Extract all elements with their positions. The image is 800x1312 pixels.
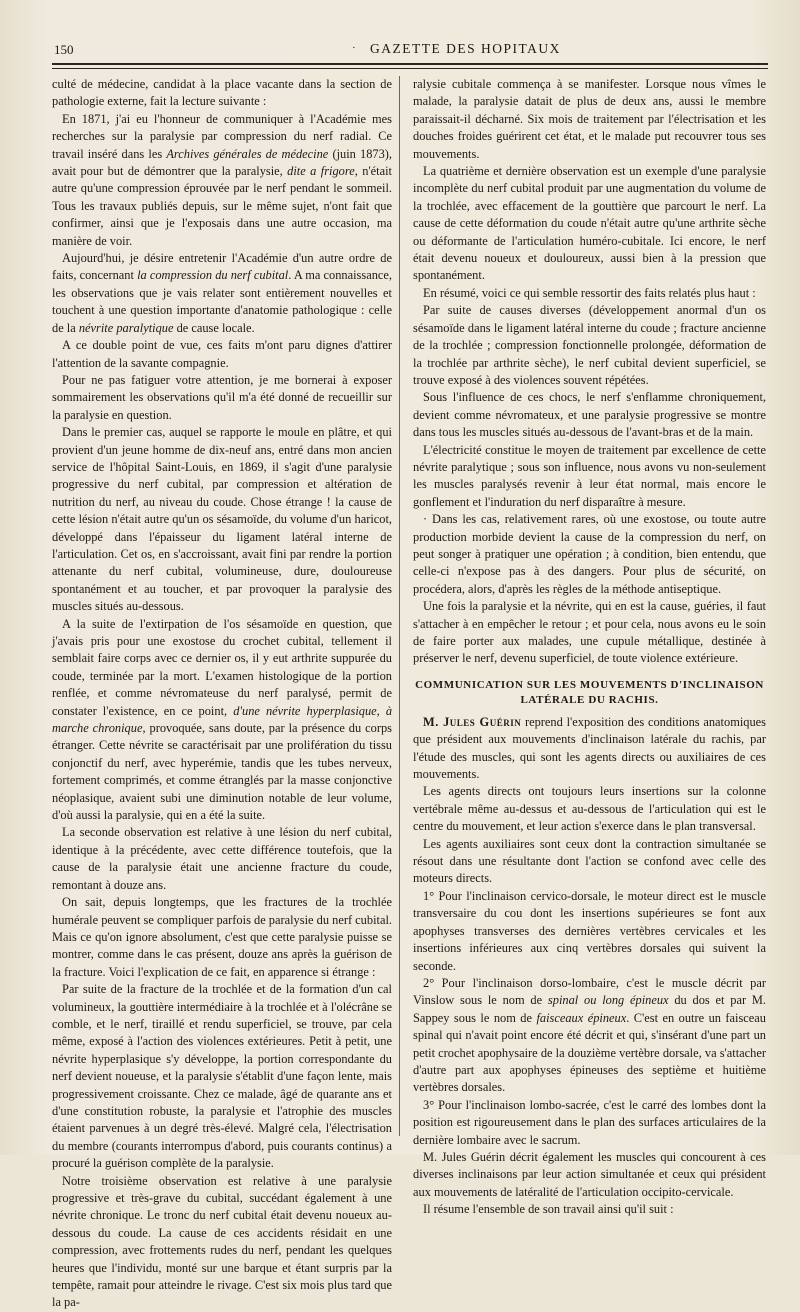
- header-separator: ·: [352, 42, 356, 54]
- paragraph: Les agents auxiliaires sont ceux dont la contraction simultanée se résout dans une résultante dont l'action se confond avec celle des moteurs directs.: [413, 836, 766, 886]
- paragraph: Une fois la paralysie et la névrite, qui en est la cause, guéries, il faut s'attacher à en empêcher le retour ; et pour cela, nous avons eu le soin de faire porter aux malades, une cupule métallique, destinée à préserver le nerf, devenu superficiel, de toute violence extérieure.: [413, 599, 766, 666]
- paragraph: Dans le premier cas, auquel se rapporte le moule en plâtre, et qui provient d'un jeune homme de dix-neuf ans, entré dans mon ancien service de l'hôpital Saint-Louis, en 1869, il s'agit d'une paralysie progressive du nerf cubital, par compression et altération de nutrition du nerf, au niveau du coude. Chose étrange ! la cause de cette lésion n'était autre qu'un os sésamoïde, du volume d'un haricot, développé dans l'épaisseur du ligament latéral interne de l'articulation. Cet os, en s'accroissant, avait fini par rendre la portion attenante du nerf cubital, volumineuse, dure, douloureuse spontanément et au toucher, et par provoquer la paralysie des muscles situés au-dessous.: [52, 425, 392, 614]
- paragraph: Pour ne pas fatiguer votre attention, je me bornerai à exposer sommairement les observations qu'il m'a été donné de recueillir sur la paralysie en question.: [52, 372, 392, 422]
- paragraph: On sait, depuis longtemps, que les fractures de la trochlée humérale peuvent se compliquer parfois de paralysie du nerf cubital. Mais ce qu'on ignore absolument, c'est que cette paralysie puisse se montrer, comme dans le cas présent, douze ans après la guérison de la fracture. Voici l'explication de ce fait, en apparence si étrange :: [52, 895, 392, 979]
- header-rule-thick: [52, 63, 768, 65]
- page-number: 150: [54, 42, 74, 57]
- paragraph: ralysie cubitale commença à se manifester. Lorsque nous vîmes le malade, la paralysie datait de plus de deux ans, aussi le membre paraissait-il décharné. Six mois de traitement par l'électrisation et les douches froides guérirent cet état, et le malade put recouvrer tous ses mouvements.: [413, 77, 766, 161]
- paragraph: Par suite de la fracture de la trochlée et de la formation d'un cal volumineux, la gouttière intermédiaire à la trochlée et à l'olécrâne se comble, et le nerf, tiraillé et rendu superficiel, se trouve, par cela même, exposé à l'action des violences extérieures. Petit à petit, une névrite hyperplasique s'y développe, la portion correspondante du nerf devient noueuse, et la paralysie s'établit d'une façon lente, mais progressivement croissante. Chez ce malade, âgé de quarante ans et d'une constitution robuste, la paralysie et l'atrophie des muscles étaient parvenues à un degré très-élevé. Malgré cela, l'électrisation du membre (courants interrompus d'abord, puis courants continus) a procuré la guérison complète de la paralysie.: [52, 982, 392, 1171]
- speaker-name: M. Jules Guérin: [423, 714, 522, 729]
- paragraph: A ce double point de vue, ces faits m'ont paru dignes d'attirer l'attention de la savante compagnie.: [52, 338, 392, 370]
- right-column: [413, 76, 766, 1219]
- paragraph: Il résume l'ensemble de son travail ainsi qu'il suit :: [423, 1202, 674, 1217]
- paragraph: A la suite de l'extirpation de l'os sésamoïde en question, que j'avais pris pour une exostose du crochet cubital, tellement il semblait faire corps avec ce dernier os, il y eut arthrite suppurée du coude, terminée par la mort. L'examen histologique de la portion renflée, et comme névromateuse du nerf paralysé, permit de constater l'existence, en ce point, d'une névrite hyperplasique, à marche chronique, provoquée, sans doute, par la présence du corps étranger. Cette névrite se caractérisait par une prolifération du tissu conjonctif du nerf, avec hyperémie, tandis que les tubes nerveux, fortement comprimés, et comme étranglés par la masse conjonctive néoplasique, avaient subi une diminution notable de leur volume, d'où aussi la paralysie, qui en a été la suite.: [52, 616, 393, 823]
- left-column: [52, 76, 392, 1312]
- section-heading: COMMUNICATION SUR LES MOUVEMENTS D'INCLINAISON LATÉRALE DU RACHIS.: [415, 678, 764, 706]
- paragraph: En 1871, j'ai eu l'honneur de communiquer à l'Académie mes recherches sur la paralysie par compression du nerf radial. Ce travail inséré dans les Archives générales de médecine (juin 1873), avait pour but de démontrer que la paralysie, dite a frigore, n'était autre qu'une compression éprouvée par le nerf pendant le sommeil. Tous les travaux publiés depuis, sur le même sujet, n'ont fait que confirmer, ainsi que je l'exposais dans une autre occasion, ma manière de voir.: [52, 111, 392, 248]
- paragraph: La seconde observation est relative à une lésion du nerf cubital, identique à la précédente, avec cette différence toutefois, que la cause de la paralysie était une ancienne fracture du coude, remontant à douze ans.: [52, 825, 392, 892]
- paragraph: culté de médecine, candidat à la place vacante dans la section de pathologie externe, fait la lecture suivante :: [52, 77, 392, 109]
- paragraph: · Dans les cas, relativement rares, où une exostose, ou toute autre production morbide devient la cause de la compression du nerf, on peut songer à pratiquer une opération ; à condition, bien entendu, que celle-ci n'expose pas à des dangers. Pour plus de sécurité, on procédera, alors, d'après les règles de la méthode antiseptique.: [413, 512, 766, 596]
- paragraph: Notre troisième observation est relative à une paralysie progressive et très-grave du cubital, succédant également à une névrite chronique. Le tronc du nerf cubital était devenu noueux au-dessous du coude. La cause de ces accidents résidait en une compression, avec frottements rudes du nerf, pendant les quelques heures que l'individu, monté sur une barque et étant surpris par la tempête, ramait pour atteindre le rivage. C'est six mois plus tard que la pa-: [52, 1173, 392, 1310]
- journal-title: GAZETTE DES HOPITAUX: [370, 41, 561, 56]
- column-divider: [399, 76, 400, 1136]
- paragraph: 1° Pour l'inclinaison cervico-dorsale, le moteur direct est le muscle transversaire du cou dont les insertions supérieures se font aux apophyses transverses des dernières vertèbres cervicales et les insertions inférieures aux cinq vertèbres dorsales qui suivent la seconde.: [413, 888, 766, 973]
- paragraph: M. Jules Guérin décrit également les muscles qui concourent à ces diverses inclinaisons par leur action simultanée et ceux qui président aux mouvements de latéralité de l'articulation occipito-cervicale.: [413, 1149, 766, 1199]
- paragraph: La quatrième et dernière observation est un exemple d'une paralysie incomplète du nerf cubital produit par une augmentation du volume de la trochlée, avec effacement de la gouttière que parcourt le nerf. La cause de cette déformation du coude n'était autre qu'une arthrite sèche ou déformante de l'articulation huméro-cubitale. Ici encore, le nerf était devenu noueux et douloureux, aussi bien à la pression que spontanément.: [413, 164, 766, 283]
- paragraph: Les agents directs ont toujours leurs insertions sur la colonne vertébrale même au-dessus et au-dessous de l'articulation qui est le centre du mouvement, et leur action s'exerce dans le plan transversal.: [413, 784, 766, 834]
- paragraph: 3° Pour l'inclinaison lombo-sacrée, c'est le carré des lombes dont la position est rigoureusement dans le plan des surfaces articulaires de la dernière lombaire avec le sacrum.: [413, 1097, 766, 1147]
- paragraph: L'électricité constitue le moyen de traitement par excellence de cette névrite paralytique ; sous son influence, nous avons vu non-seulement les muscles paralysés revenir à leur état normal, mais encore le gonflement et l'induration du nerf disparaître à mesure.: [413, 442, 766, 509]
- paragraph: M. Jules Guérin reprend l'exposition des conditions anatomiques que président aux mouvements d'inclinaison latérale du rachis, par l'étude des muscles, qui sont les agents directs ou auxiliaires de ces mouvements.: [413, 714, 766, 782]
- paragraph: Aujourd'hui, je désire entretenir l'Académie d'un autre ordre de faits, concernant la compression du nerf cubital. A ma connaissance, les observations que je vais relater sont entièrement nouvelles et touchent à une question importante d'anatomie pathologique : celle de la névrite paralytique de cause locale.: [52, 251, 392, 335]
- paragraph: Par suite de causes diverses (développement anormal d'un os sésamoïde dans le ligament latéral interne du coude ; fracture ancienne de la trochlée ; compression fonctionnelle prolongée, déformation de la trochlée par arthrite sèche), le nerf cubital devient superficiel, se trouve exposé à des violences souvent répétées.: [413, 303, 766, 387]
- page-header: [52, 34, 768, 64]
- paragraph: 2° Pour l'inclinaison dorso-lombaire, c'est le muscle décrit par Vinslow sous le nom de spinal ou long épineux du dos et par M. Sappey sous le nom de faisceaux épineux. C'est en outre un faisceau spinal qui n'avait point encore été décrit et qui, s'insérant d'une part un petit crochet apophysaire de la douzième vertèbre dorsale, va s'attacher d'autre part aux apophyses épineuses des septième et huitième vertèbres dorsales.: [413, 975, 766, 1095]
- paragraph: En résumé, voici ce qui semble ressortir des faits relatés plus haut :: [423, 285, 756, 300]
- header-rule-thin: [52, 68, 768, 69]
- paragraph: Sous l'influence de ces chocs, le nerf s'enflamme chroniquement, devient comme névromateux, et une paralysie progressive se montre dans tous les muscles situés au-dessous de l'avant-bras et de la main.: [413, 390, 766, 440]
